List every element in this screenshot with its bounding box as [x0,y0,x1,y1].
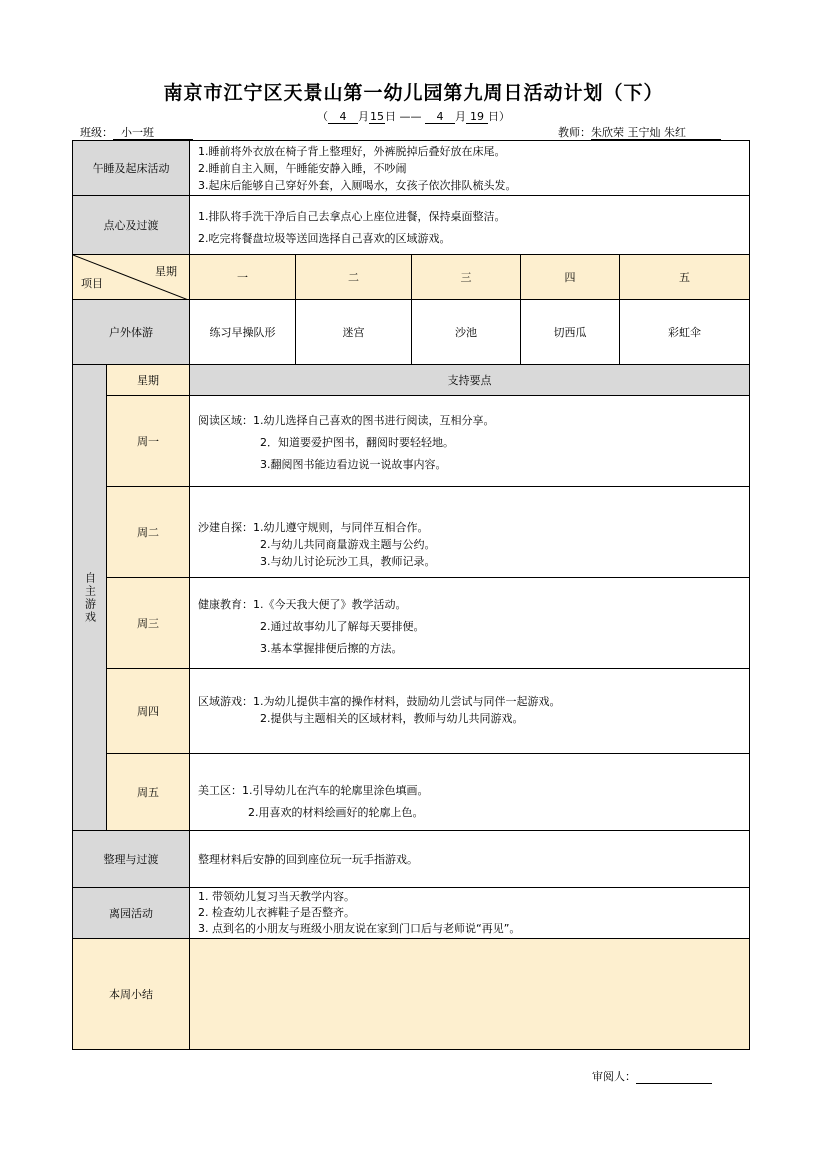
free-play-day-header: 星期 [106,364,190,396]
nap-label: 午睡及起床活动 [72,140,190,196]
tidy-label: 整理与过渡 [72,830,190,888]
reviewer: 审阅人： [592,1068,712,1084]
tidy-content: 整理材料后安静的回到座位玩一玩手指游戏。 [189,830,750,888]
outdoor-fri: 彩虹伞 [619,299,750,365]
end-month: 4 [425,111,455,124]
outdoor-wed: 沙池 [411,299,521,365]
start-month: 4 [328,111,358,124]
free-play-support-tue: 沙建自探：1.幼儿遵守规则，与同伴互相合作。 2.与幼儿共同商量游戏主题与公约。 3.与幼儿讨论玩沙工具，教师记录。 [189,486,750,578]
leave-content: 1. 带领幼儿复习当天教学内容。 2. 检查幼儿衣裤鞋子是否整齐。 3. 点到名的小朋友与班级小朋友说在家到门口后与老师说“再见”。 [189,887,750,939]
free-play-support-thu: 区域游戏：1.为幼儿提供丰富的操作材料，鼓励幼儿尝试与同伴一起游戏。 2.提供与主题相关的区域材料，教师与幼儿共同游戏。 [189,668,750,754]
outdoor-mon: 练习早操队形 [189,299,296,365]
snack-line-1: 1.排队将手洗干净后自己去拿点心上座位进餐，保持桌面整洁。 [198,210,506,223]
free-play-day-thu: 周四 [106,668,190,754]
class-value: 小一班 [113,127,193,140]
summary-content[interactable] [189,938,750,1050]
free-play-support-fri: 美工区：1.引导幼儿在汽车的轮廓里涂色填画。 2.用喜欢的材料绘画好的轮廓上色。 [189,753,750,831]
free-play-day-fri: 周五 [106,753,190,831]
free-play-support-mon: 阅读区域：1.幼儿选择自己喜欢的图书进行阅读，互相分享。 2．知道要爱护图书，翻阅时要轻轻地。 3.翻阅图书能边看边说一说故事内容。 [189,395,750,487]
day-header-mon: 一 [189,254,296,300]
day-header-thu: 四 [520,254,620,300]
class-info: 班级： 小一班 [80,124,193,140]
end-day: 19 [466,111,488,124]
nap-line-3: 3.起床后能够自己穿好外套，入厕喝水，女孩子依次排队梳头发。 [198,179,517,192]
free-play-group-label: 自主游戏 [72,364,107,831]
day-header-wed: 三 [411,254,521,300]
day-header-tue: 二 [295,254,412,300]
teacher-value: 朱欣荣 王宁灿 朱红 [591,127,721,140]
day-header-fri: 五 [619,254,750,300]
outdoor-thu: 切西瓜 [520,299,620,365]
leave-label: 离园活动 [72,887,190,939]
nap-content [189,140,750,196]
free-play-day-tue: 周二 [106,486,190,578]
free-play-support-wed: 健康教育：1.《今天我大便了》教学活动。 2.通过故事幼儿了解每天要排便。 3.基本掌握排便后擦的方法。 [189,577,750,669]
nap-line-2: 2.睡前自主入厕，午睡能安静入睡，不吵闹 [198,162,407,175]
summary-label: 本周小结 [72,938,190,1050]
free-play-day-mon: 周一 [106,395,190,487]
nap-line-1: 1.睡前将外衣放在椅子背上整理好，外裤脱掉后叠好放在床尾。 [198,145,506,158]
snack-label: 点心及过渡 [72,195,190,255]
outdoor-label: 户外体游 [72,299,190,365]
page-title: 南京市江宁区天景山第一幼儿园第九周日活动计划（下） [163,82,664,104]
snack-line-2: 2.吃完将餐盘垃圾等送回选择自己喜欢的区域游戏。 [198,232,451,245]
outdoor-tue: 迷宫 [295,299,412,365]
free-play-day-wed: 周三 [106,577,190,669]
support-points-header: 支持要点 [189,364,750,396]
date-range: （ 4 月15日 —— 4 月 19 日） [317,110,510,123]
week-header-corner [72,254,190,300]
day-axis-label: 星期 [155,265,177,278]
item-axis-label: 项目 [81,277,103,290]
reviewer-signature-line[interactable] [636,1071,712,1084]
teacher-info: 教师：朱欣荣 王宁灿 朱红 [558,124,721,140]
snack-content [189,195,750,255]
start-day: 15 [370,110,384,123]
